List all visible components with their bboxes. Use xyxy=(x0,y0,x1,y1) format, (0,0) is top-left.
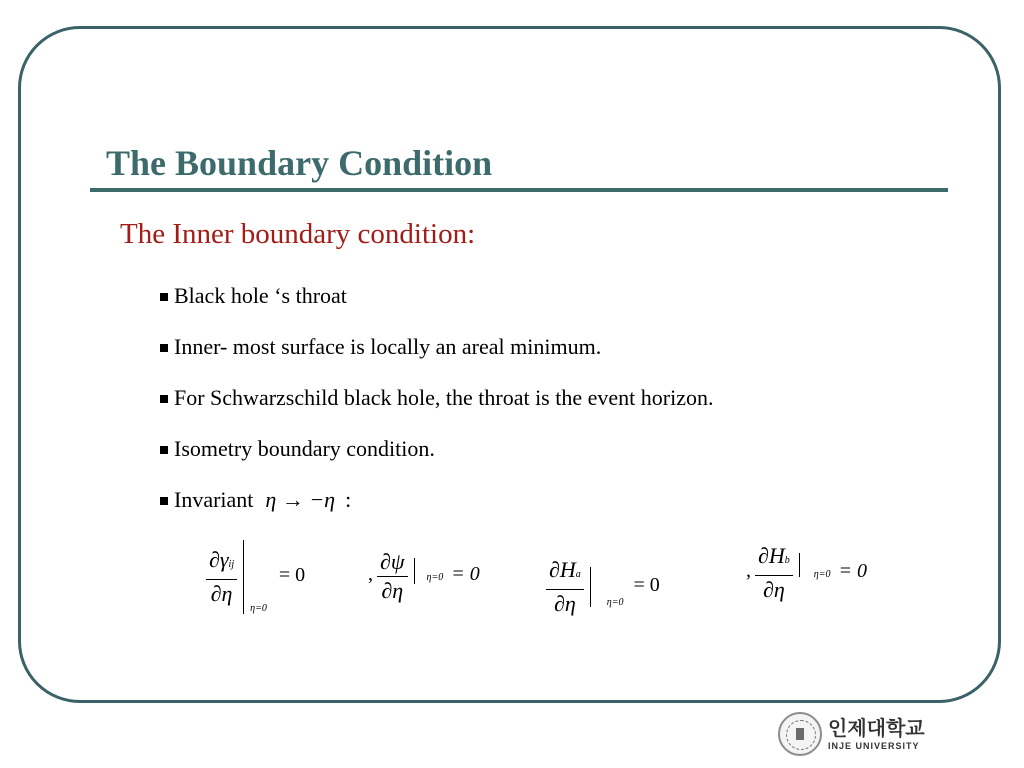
bullet-square-icon xyxy=(160,344,168,352)
equation-1 xyxy=(206,540,305,614)
eq4-rhs: = 0 xyxy=(838,559,867,582)
eq3-condition: η=0 xyxy=(606,596,624,608)
slide-subtitle: The Inner boundary condition: xyxy=(120,218,476,250)
eq2-leading-comma: , xyxy=(368,563,373,586)
bullet-colon: : xyxy=(345,486,352,512)
eq4-leading-comma: , xyxy=(746,559,751,582)
logo-korean-name: 인제대학교 xyxy=(828,716,925,740)
logo-text xyxy=(828,717,925,751)
bullet-item xyxy=(160,270,713,321)
eq1-fraction xyxy=(206,546,237,608)
eq3-numerator-subscript: a xyxy=(575,569,581,580)
equation-3 xyxy=(546,556,660,618)
eq4-numerator: ∂H xyxy=(758,543,785,568)
eq4-denominator: ∂η xyxy=(762,577,785,602)
bullet-item xyxy=(160,321,713,372)
bullet-text: Isometry boundary condition. xyxy=(174,435,435,461)
eq3-evaluation-bar xyxy=(590,567,591,607)
eq1-condition: η=0 xyxy=(250,602,267,614)
bullet-item xyxy=(160,372,713,423)
eq4-evaluation-bar xyxy=(799,553,800,577)
invariant-math: η → −η xyxy=(265,486,336,512)
eq3-denominator: ∂η xyxy=(553,591,576,616)
eq2-fraction xyxy=(377,548,408,605)
eq1-numerator: ∂γ xyxy=(209,547,229,572)
eq1-evaluation-bar xyxy=(243,540,244,614)
eq1-numerator-subscript: ij xyxy=(228,559,235,570)
eq2-condition: η=0 xyxy=(426,572,444,584)
eq4-condition: η=0 xyxy=(813,568,831,580)
title-underline xyxy=(90,188,948,192)
eq2-numerator: ∂ψ xyxy=(380,549,405,574)
equation-4 xyxy=(746,542,867,604)
eq3-numerator: ∂H xyxy=(549,557,576,582)
bullet-square-icon xyxy=(160,395,168,403)
eq4-numerator-subscript: b xyxy=(784,555,790,566)
bullet-text: Black hole ‘s throat xyxy=(174,282,347,308)
university-seal-icon xyxy=(778,712,822,756)
eq1-rhs: = 0 xyxy=(278,563,306,586)
eq2-rhs: = 0 xyxy=(451,563,480,586)
eq4-fraction xyxy=(755,542,793,604)
eq3-rhs: = 0 xyxy=(633,573,660,596)
bullet-square-icon xyxy=(160,446,168,454)
bullet-square-icon xyxy=(160,497,168,505)
equation-2 xyxy=(368,548,480,605)
eq1-denominator: ∂η xyxy=(210,581,233,606)
bullet-list xyxy=(160,270,713,525)
slide-title: The Boundary Condition xyxy=(106,143,493,183)
bullet-item xyxy=(160,423,713,474)
bullet-square-icon xyxy=(160,293,168,301)
university-logo xyxy=(778,712,925,756)
bullet-text: Inner- most surface is locally an areal minimum. xyxy=(174,333,602,359)
eq2-evaluation-bar xyxy=(414,558,415,584)
eq2-denominator: ∂η xyxy=(381,578,404,603)
logo-english-name: INJE UNIVERSITY xyxy=(828,741,920,751)
eq3-fraction xyxy=(546,556,584,618)
bullet-text: For Schwarzschild black hole, the throat is the event horizon. xyxy=(174,384,714,410)
bullet-item xyxy=(160,474,713,525)
bullet-text: Invariant xyxy=(174,486,254,512)
